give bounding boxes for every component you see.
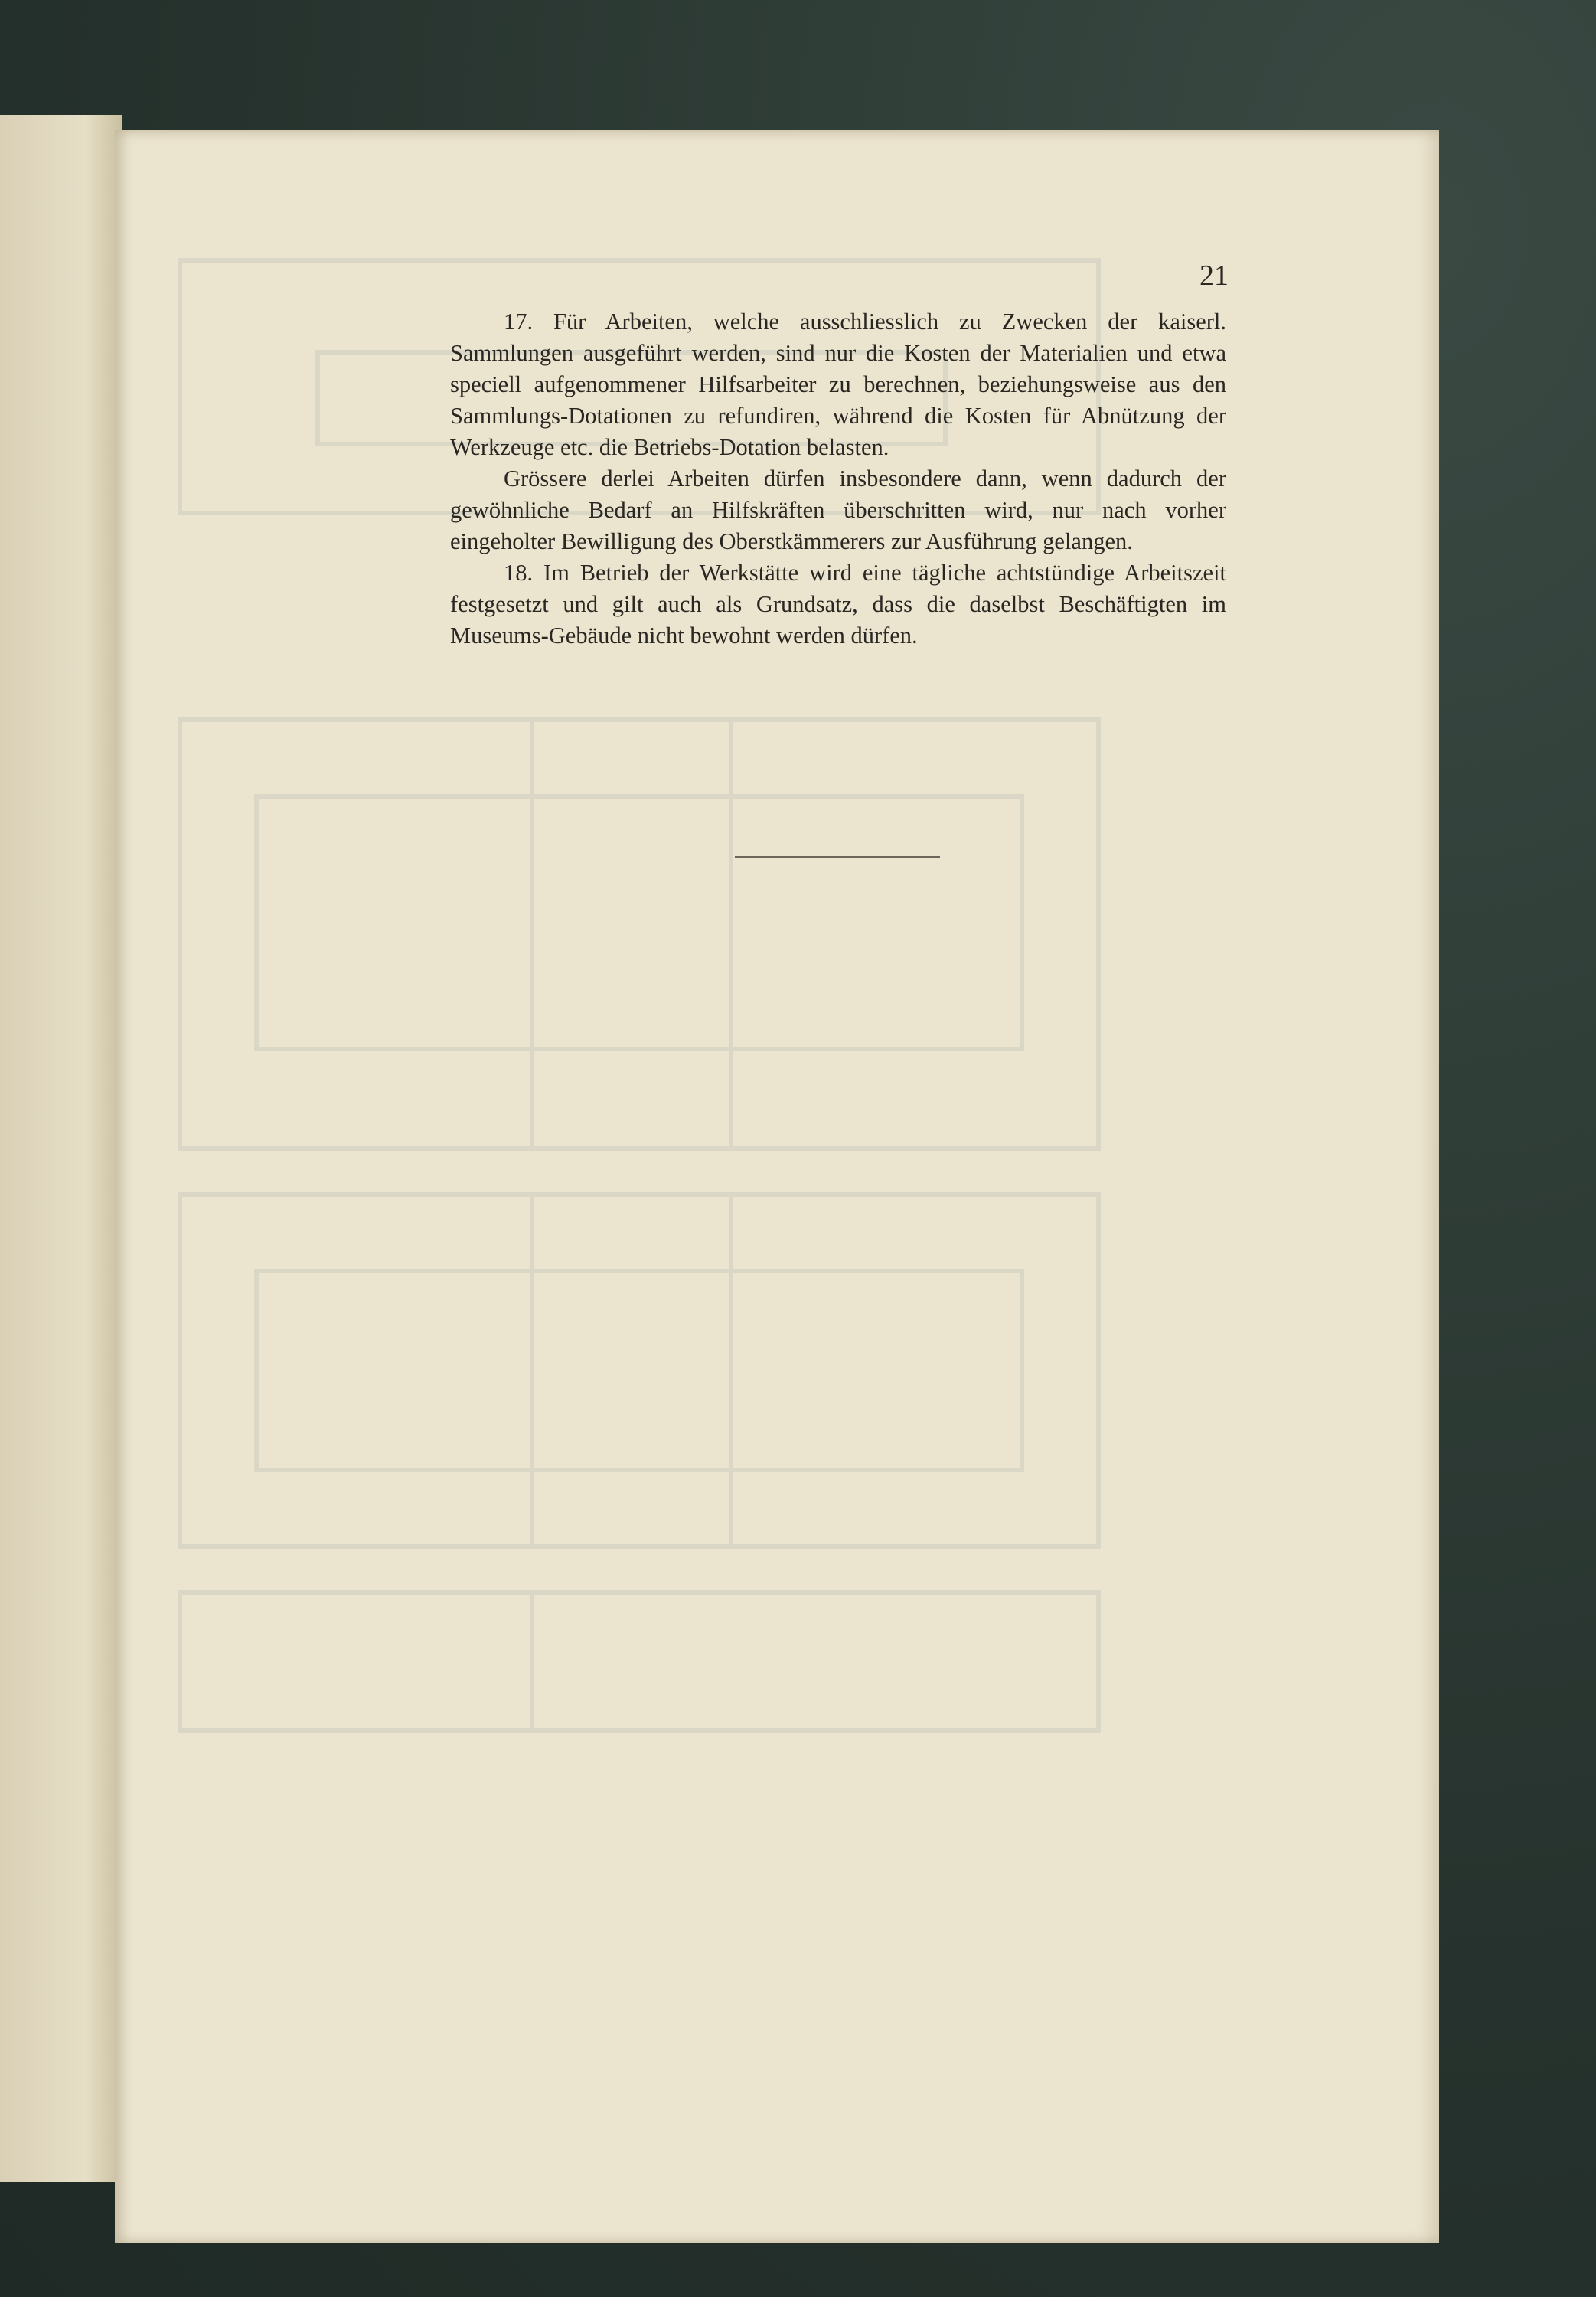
paragraph-17: 17. Für Arbeiten, welche ausschliesslich zu Zwecken der kaiserl. Sammlungen ausgeführt werden, sind nur die Kosten der Materialien und etwa speciell aufgenommener Hilfsarbeiter zu berechnen, beziehungsweise aus den Sammlungs-Dotationen zu refundiren, während die Kosten für Abnützung der Werkzeuge etc. die Betriebs-Dotation belasten.	[450, 309, 1226, 460]
closing-rule	[735, 856, 940, 858]
body-text	[450, 306, 1226, 652]
page-number: 21	[1199, 260, 1229, 292]
facing-page-edge	[0, 115, 122, 2182]
paragraph-18: 18. Im Betrieb der Werkstätte wird eine tägliche achtstündige Arbeitszeit festgesetzt und gilt auch als Grundsatz, dass die daselbst Beschäftigten im Museums-Gebäude nicht bewohnt werden dürfen.	[450, 560, 1226, 649]
paragraph-17-continued: Grössere derlei Arbeiten dürfen insbesondere dann, wenn dadurch der gewöhnliche Bedarf an Hilfskräften überschritten wird, nur nach vorher eingeholter Bewilligung des Oberstkämmerers zur Ausführung gelangen.	[450, 466, 1226, 554]
